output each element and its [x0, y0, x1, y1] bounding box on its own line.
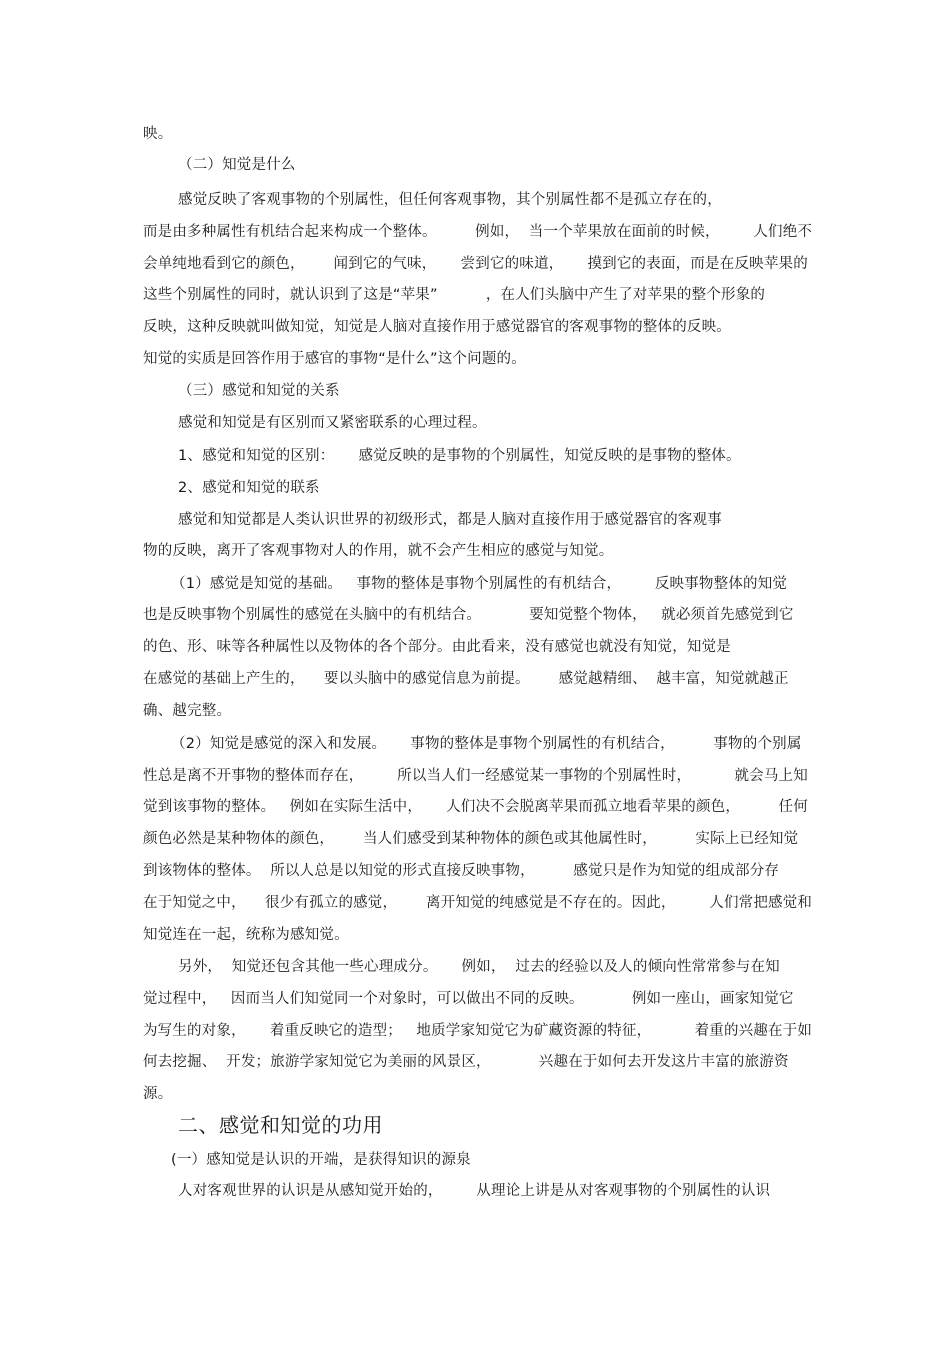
- paragraph-line: （2）知觉是感觉的深入和发展。 事物的整体是事物个别属性的有机结合， 事物的个别属: [171, 736, 802, 752]
- paragraph-line: 1、感觉和知觉的区别： 感觉反映的是事物的个别属性，知觉反映的是事物的整体。: [178, 448, 741, 464]
- paragraph-line: （1）感觉是知觉的基础。 事物的整体是事物个别属性的有机结合， 反映事物整体的知觉: [171, 576, 788, 592]
- paragraph-line: 确、越完整。: [143, 703, 232, 719]
- paragraph-line: 为写生的对象， 着重反映它的造型； 地质学家知觉它为矿藏资源的特征， 着重的兴趣在于如: [143, 1023, 813, 1039]
- paragraph-line: 知觉连在一起，统称为感知觉。: [143, 927, 349, 943]
- paragraph-line: 到该物体的整体。 所以人总是以知觉的形式直接反映事物， 感觉只是作为知觉的组成部分存: [143, 863, 780, 879]
- paragraph-line: 感觉和知觉是有区别而又紧密联系的心理过程。: [178, 415, 487, 431]
- paragraph-line: 这些个别属性的同时，就认识到了这是“苹果” ，在人们头脑中产生了对苹果的整个形象的: [143, 287, 766, 303]
- paragraph-line: 物的反映，离开了客观事物对人的作用，就不会产生相应的感觉与知觉。: [143, 543, 614, 559]
- paragraph-line: 人对客观世界的认识是从感知觉开始的， 从理论上讲是从对客观事物的个别属性的认识: [178, 1183, 771, 1199]
- paragraph-line: 感觉和知觉都是人类认识世界的初级形式，都是人脑对直接作用于感觉器官的客观事: [178, 512, 722, 528]
- paragraph-line: 另外， 知觉还包含其他一些心理成分。 例如， 过去的经验以及人的倾向性常常参与在知: [178, 959, 780, 975]
- paragraph-line: 颜色必然是某种物体的颜色， 当人们感受到某种物体的颜色或其他属性时， 实际上已经知觉: [143, 831, 799, 847]
- paragraph-line: 也是反映事物个别属性的感觉在头脑中的有机结合。 要知觉整个物体， 就必须首先感觉到它: [143, 607, 794, 623]
- paragraph-line: 觉到该事物的整体。 例如在实际生活中， 人们决不会脱离苹果而孤立地看苹果的颜色， 任何: [143, 799, 808, 815]
- paragraph-line: 反映，这种反映就叫做知觉，知觉是人脑对直接作用于感觉器官的客观事物的整体的反映。: [143, 319, 731, 335]
- paragraph-line: 性总是离不开事物的整体而存在， 所以当人们一经感觉某一事物的个别属性时， 就会马上知: [143, 768, 808, 784]
- paragraph-line: 会单纯地看到它的颜色， 闻到它的气味， 尝到它的味道， 摸到它的表面，而是在反映苹果的: [143, 256, 808, 272]
- paragraph-line: 觉过程中， 因而当人们知觉同一个对象时，可以做出不同的反映。 例如一座山，画家知觉它: [143, 991, 794, 1007]
- paragraph-line: 映。: [143, 126, 173, 142]
- paragraph-line: 源。: [143, 1086, 173, 1102]
- section-heading: 二、感觉和知觉的功用: [178, 1113, 383, 1137]
- paragraph-line: 2、感觉和知觉的联系: [178, 480, 320, 496]
- paragraph-line: 知觉的实质是回答作用于感官的事物“是什么”这个问题的。: [143, 351, 526, 367]
- paragraph-line: 在感觉的基础上产生的， 要以头脑中的感觉信息为前提。 感觉越精细、 越丰富，知觉就越正: [143, 671, 789, 687]
- paragraph-line: 何去挖掘、 开发；旅游学家知觉它为美丽的风景区， 兴趣在于如何去开发这片丰富的旅游资: [143, 1054, 789, 1070]
- paragraph-line: 在于知觉之中， 很少有孤立的感觉， 离开知觉的纯感觉是不存在的。因此， 人们常把感觉和: [143, 895, 813, 911]
- section-subheading: （三）感觉和知觉的关系: [178, 383, 340, 399]
- paragraph-line: 而是由多种属性有机结合起来构成一个整体。 例如， 当一个苹果放在面前的时候， 人们绝不: [143, 224, 813, 240]
- section-subheading: (一）感知觉是认识的开端，是获得知识的源泉: [171, 1152, 471, 1168]
- paragraph-line: 的色、形、味等各种属性以及物体的各个部分。由此看来，没有感觉也就没有知觉，知觉是: [143, 639, 731, 655]
- section-subheading: （二）知觉是什么: [178, 157, 296, 173]
- paragraph-line: 感觉反映了客观事物的个别属性，但任何客观事物，其个别属性都不是孤立存在的，: [178, 192, 722, 208]
